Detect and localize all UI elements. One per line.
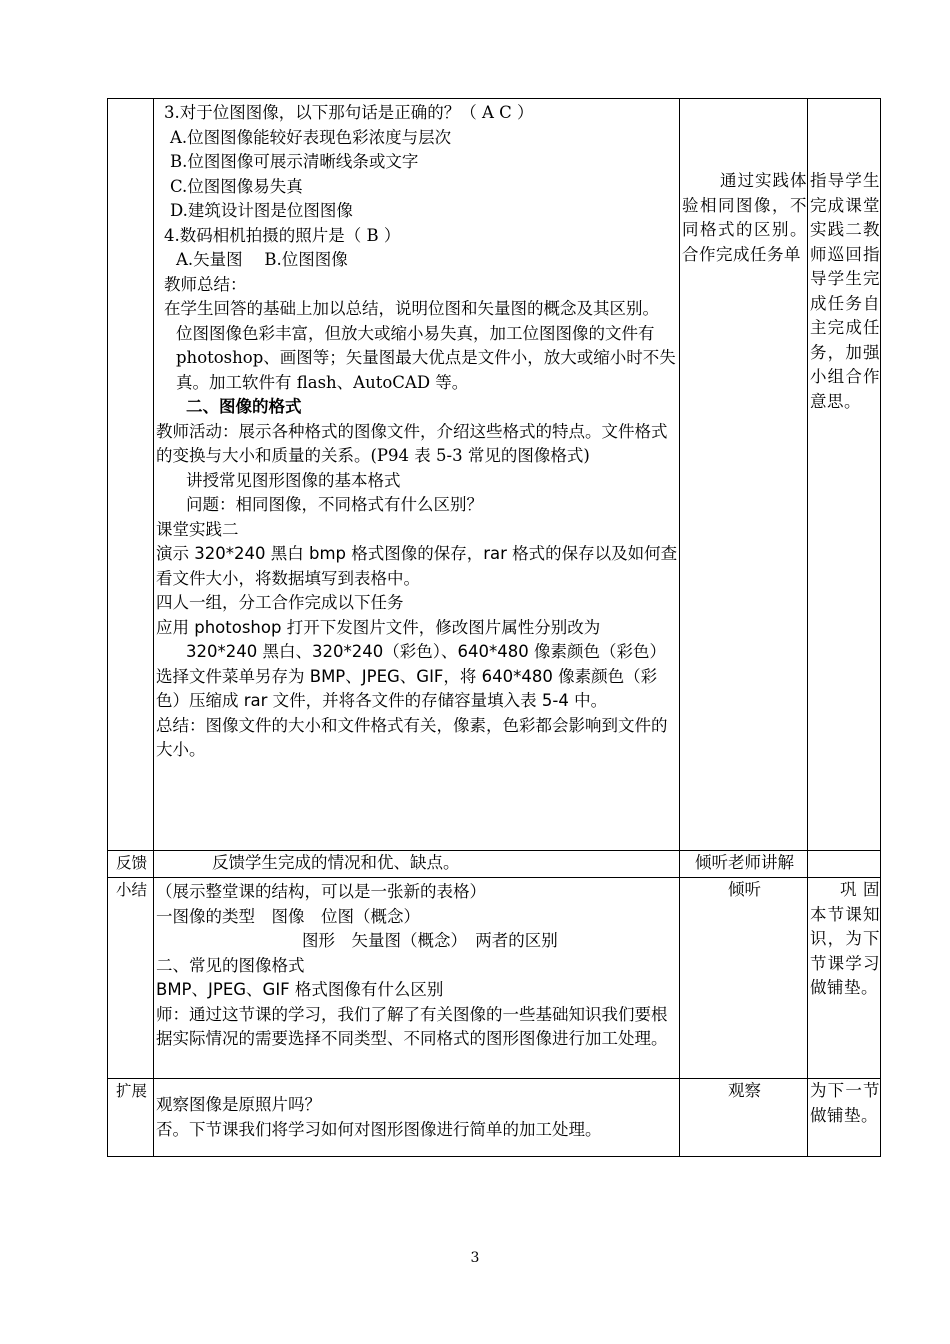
bitmap-vs-vector-text: 位图图像色彩丰富，但放大或缩小易失真，加工位图图像的文件有 photoshop、画图等；矢量图最大优点是文件小，放大或缩小时不失真。加工软件有 flash、AutoCAD 等。 [176, 323, 676, 392]
summary-intent-text: 巩固本节课知识，为下节课学习做铺垫。 [810, 880, 880, 997]
feedback-student-text: 倾听老师讲解 [695, 853, 794, 872]
extend-row [108, 1079, 881, 1157]
summary-types-line1: 一图像的类型 图像 位图（概念） [156, 906, 420, 926]
summary-label: 小结 [108, 878, 154, 1079]
summary-formats-heading: 二、常见的图像格式 [156, 955, 305, 975]
feedback-content-text: 反馈学生完成的情况和优、缺点。 [212, 853, 460, 872]
teacher-summary-text: 在学生回答的基础上加以总结，说明位图和矢量图的概念及其区别。 [164, 299, 659, 318]
summary-intro: （展示整堂课的结构，可以是一张新的表格） [156, 882, 486, 901]
summary-student-text: 倾听 [728, 880, 761, 899]
extend-answer: 否。下节课我们将学习如何对图形图像进行简单的加工处理。 [156, 1119, 602, 1139]
page-number: 3 [470, 1250, 480, 1266]
summary-types-line2: 图形 矢量图（概念） 两者的区别 [302, 931, 558, 950]
photoshop-task-text: 应用 photoshop 打开下发图片文件，修改图片属性分别改为 [156, 617, 601, 637]
design-intent-text: 指导学生完成课堂实践二教师巡回指导学生完成任务自主完成任务，加强小组合作意思。 [810, 171, 880, 411]
student-activity-text: 通过实践体验相同图像，不同格式的区别。合作完成任务单 [682, 171, 807, 264]
main-row [108, 99, 881, 851]
question-text: 问题：相同图像，不同格式有什么区别？ [186, 495, 483, 514]
question-4-options: A.矢量图 B.位图图像 [176, 250, 348, 269]
feedback-student-cell [680, 851, 808, 878]
teacher-summary-heading: 教师总结： [164, 274, 247, 294]
option-a: A.位图图像能较好表现色彩浓度与层次 [170, 127, 452, 147]
extend-student-text: 观察 [728, 1081, 761, 1100]
main-label-cell [108, 99, 154, 851]
question-4: 4.数码相机拍摄的照片是（ B ） [164, 225, 401, 245]
feedback-content-cell [154, 851, 680, 878]
extend-label: 扩展 [108, 1079, 154, 1157]
summary-intent-cell [808, 878, 881, 1079]
group-task-text: 四人一组，分工合作完成以下任务 [156, 593, 404, 612]
section-heading-formats: 二、图像的格式 [186, 397, 302, 416]
summary-row [108, 878, 881, 1079]
main-content-cell [154, 99, 680, 851]
question-3: 3.对于位图图像，以下那句话是正确的？（ A C ） [164, 103, 534, 122]
feedback-label: 反馈 [108, 851, 154, 878]
lecture-text: 讲授常见图形图像的基本格式 [186, 470, 401, 490]
option-b: B.位图图像可展示清晰线条或文字 [170, 152, 419, 171]
option-c: C.位图图像易失真 [170, 176, 303, 196]
option-d: D.建筑设计图是位图图像 [170, 201, 353, 220]
summary-student-cell [680, 878, 808, 1079]
demo-text: 演示 320*240 黑白 bmp 格式图像的保存，rar 格式的保存以及如何查看文件大小，将数据填写到表格中。 [156, 544, 678, 588]
teacher-activity-text: 教师活动：展示各种格式的图像文件，介绍这些格式的特点。文件格式的变换与大小和质量的关系。(P94 表 5-3 常见的图像格式) [156, 421, 668, 465]
extend-student-cell [680, 1079, 808, 1157]
extend-intent-text: 为下一节做铺垫。 [810, 1081, 880, 1125]
save-as-text: 选择文件菜单另存为 BMP、JPEG、GIF，将 640*480 像素颜色（彩色）压缩成 rar 文件，并将各文件的存储容量填入表 5-4 中。 [156, 666, 658, 710]
extend-question: 观察图像是原照片吗？ [156, 1095, 321, 1114]
main-student-cell [680, 99, 808, 851]
extend-intent-cell [808, 1079, 881, 1157]
summary-teacher-text: 师：通过这节课的学习，我们了解了有关图像的一些基础知识我们要根据实际情况的需要选择不同类型、不同格式的图形图像进行加工处理。 [156, 1004, 668, 1048]
resolution-list-text: 320*240 黑白、320*240（彩色）、640*480 像素颜色（彩色） [186, 642, 666, 661]
lesson-plan-table [107, 98, 881, 1157]
feedback-row [108, 851, 881, 878]
main-intent-cell [808, 99, 881, 851]
practice-summary-text: 总结：图像文件的大小和文件格式有关，像素，色彩都会影响到文件的大小。 [156, 715, 668, 759]
summary-content-cell [154, 878, 680, 1079]
summary-formats-question: BMP、JPEG、GIF 格式图像有什么区别 [156, 980, 444, 999]
practice-heading: 课堂实践二 [156, 519, 239, 539]
extend-content-cell [154, 1079, 680, 1157]
feedback-intent-cell [808, 851, 881, 878]
